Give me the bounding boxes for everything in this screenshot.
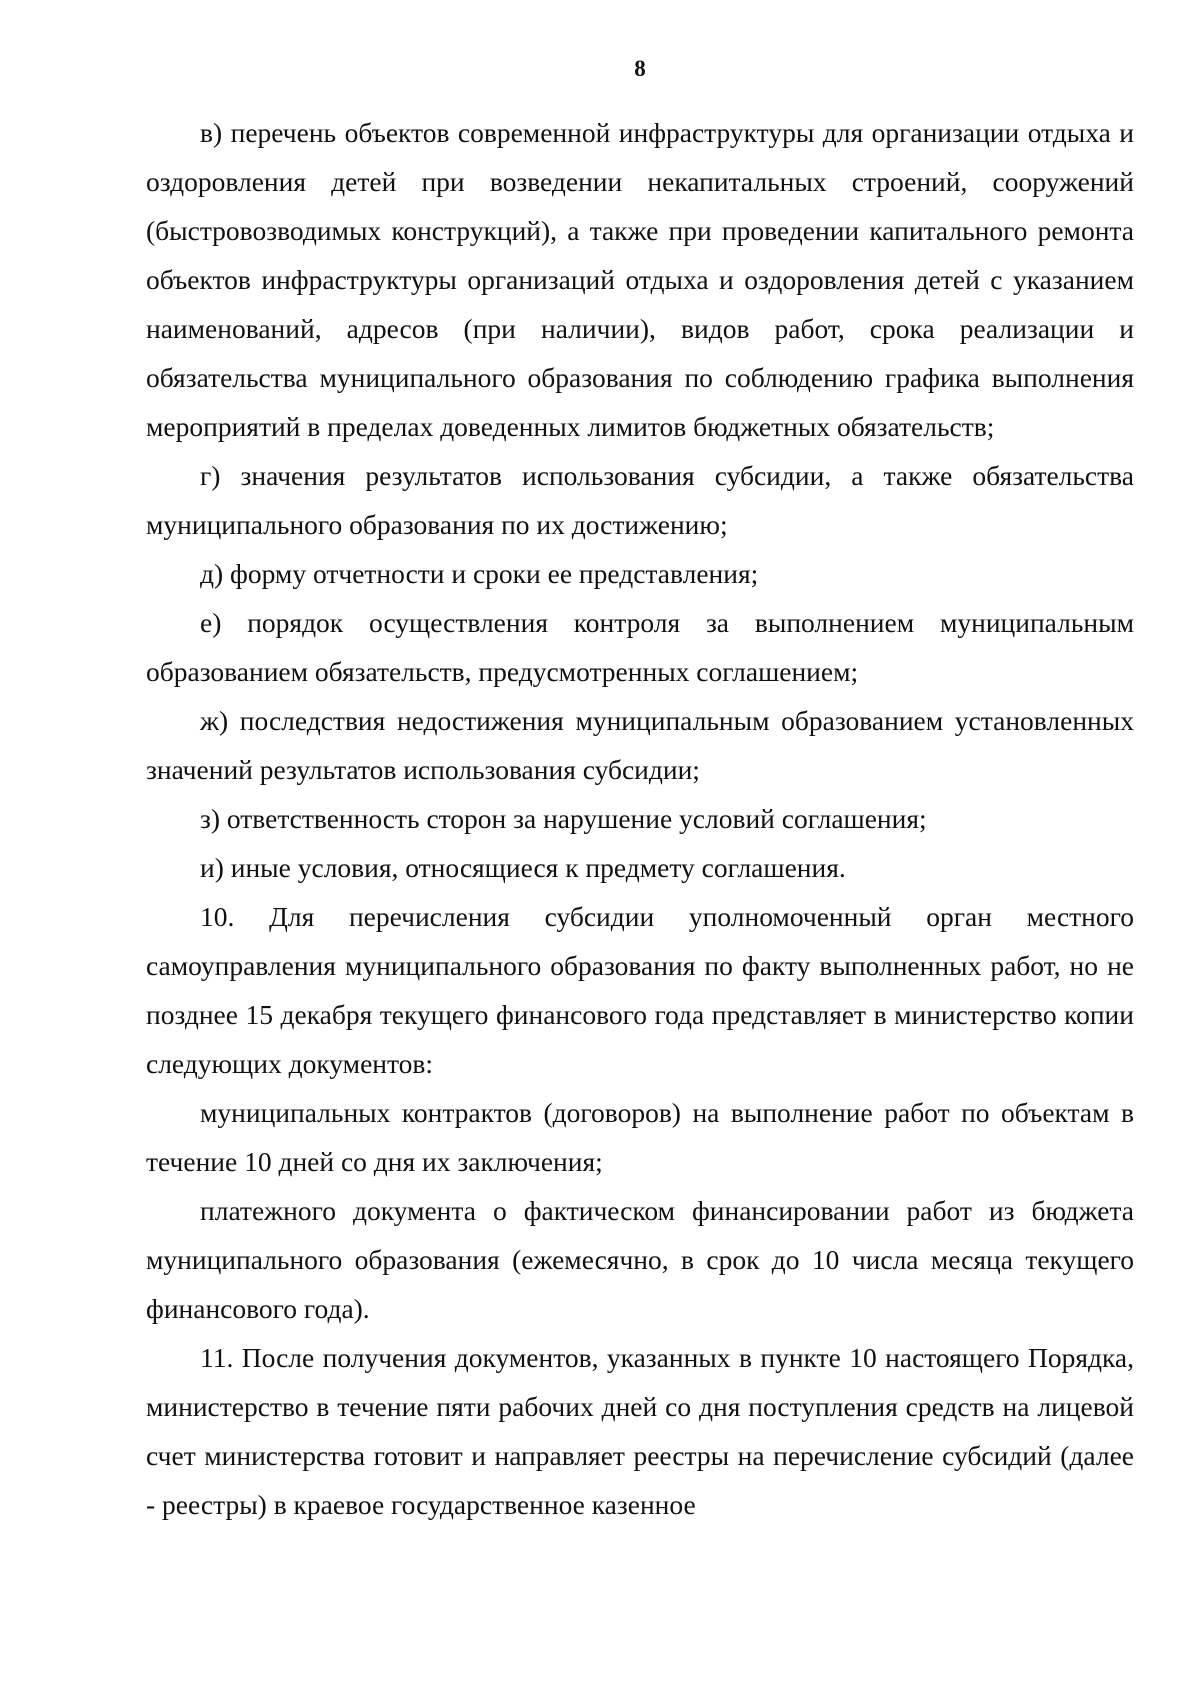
paragraph-clause-11: 11. После получения документов, указанных в пункте 10 настоящего Порядка, министерство в течение пяти рабочих дней со дня поступления средств на лицевой счет министерства готовит и направляет реестры на перечисление субсидий (далее - реестры) в краевое государственное казенное xyxy=(146,1342,1134,1520)
paragraph-item-e: е) порядок осуществления контроля за выполнением муниципальным образованием обязательств, предусмотренных соглашением; xyxy=(146,607,1134,687)
paragraph-item-i: и) иные условия, относящиеся к предмету соглашения. xyxy=(200,852,846,883)
paragraph-item-d: д) форму отчетности и сроки ее представления; xyxy=(200,558,759,589)
document-body xyxy=(146,108,1134,1529)
paragraph-item-zh: ж) последствия недостижения муниципальным образованием установленных значений результатов использования субсидии; xyxy=(146,705,1134,785)
paragraph-item-z: з) ответственность сторон за нарушение условий соглашения; xyxy=(200,803,927,834)
paragraph-item-g: г) значения результатов использования субсидии, а также обязательства муниципального образования по их достижению; xyxy=(146,460,1134,540)
paragraph-item-v: в) перечень объектов современной инфраструктуры для организации отдыха и оздоровления детей при возведении некапитальных строений, сооружений (быстровозводимых конструкций), а также при проведении капитального ремонта объектов инфраструктуры организаций отдыха и оздоровления детей с указанием наименований, адресов (при наличии), видов работ, срока реализации и обязательства муниципального образования по соблюдению графика выполнения мероприятий в пределах доведенных лимитов бюджетных обязательств; xyxy=(146,117,1134,442)
paragraph-clause-10: 10. Для перечисления субсидии уполномоченный орган местного самоуправления муниципального образования по факту выполненных работ, но не позднее 15 декабря текущего финансового года представляет в министерство копии следующих документов: xyxy=(146,901,1134,1079)
paragraph-contracts: муниципальных контрактов (договоров) на выполнение работ по объектам в течение 10 дней со дня их заключения; xyxy=(146,1097,1134,1177)
page-number: 8 xyxy=(634,56,646,81)
paragraph-payment-document: платежного документа о фактическом финансировании работ из бюджета муниципального образования (ежемесячно, в срок до 10 числа месяца текущего финансового года). xyxy=(146,1195,1134,1324)
